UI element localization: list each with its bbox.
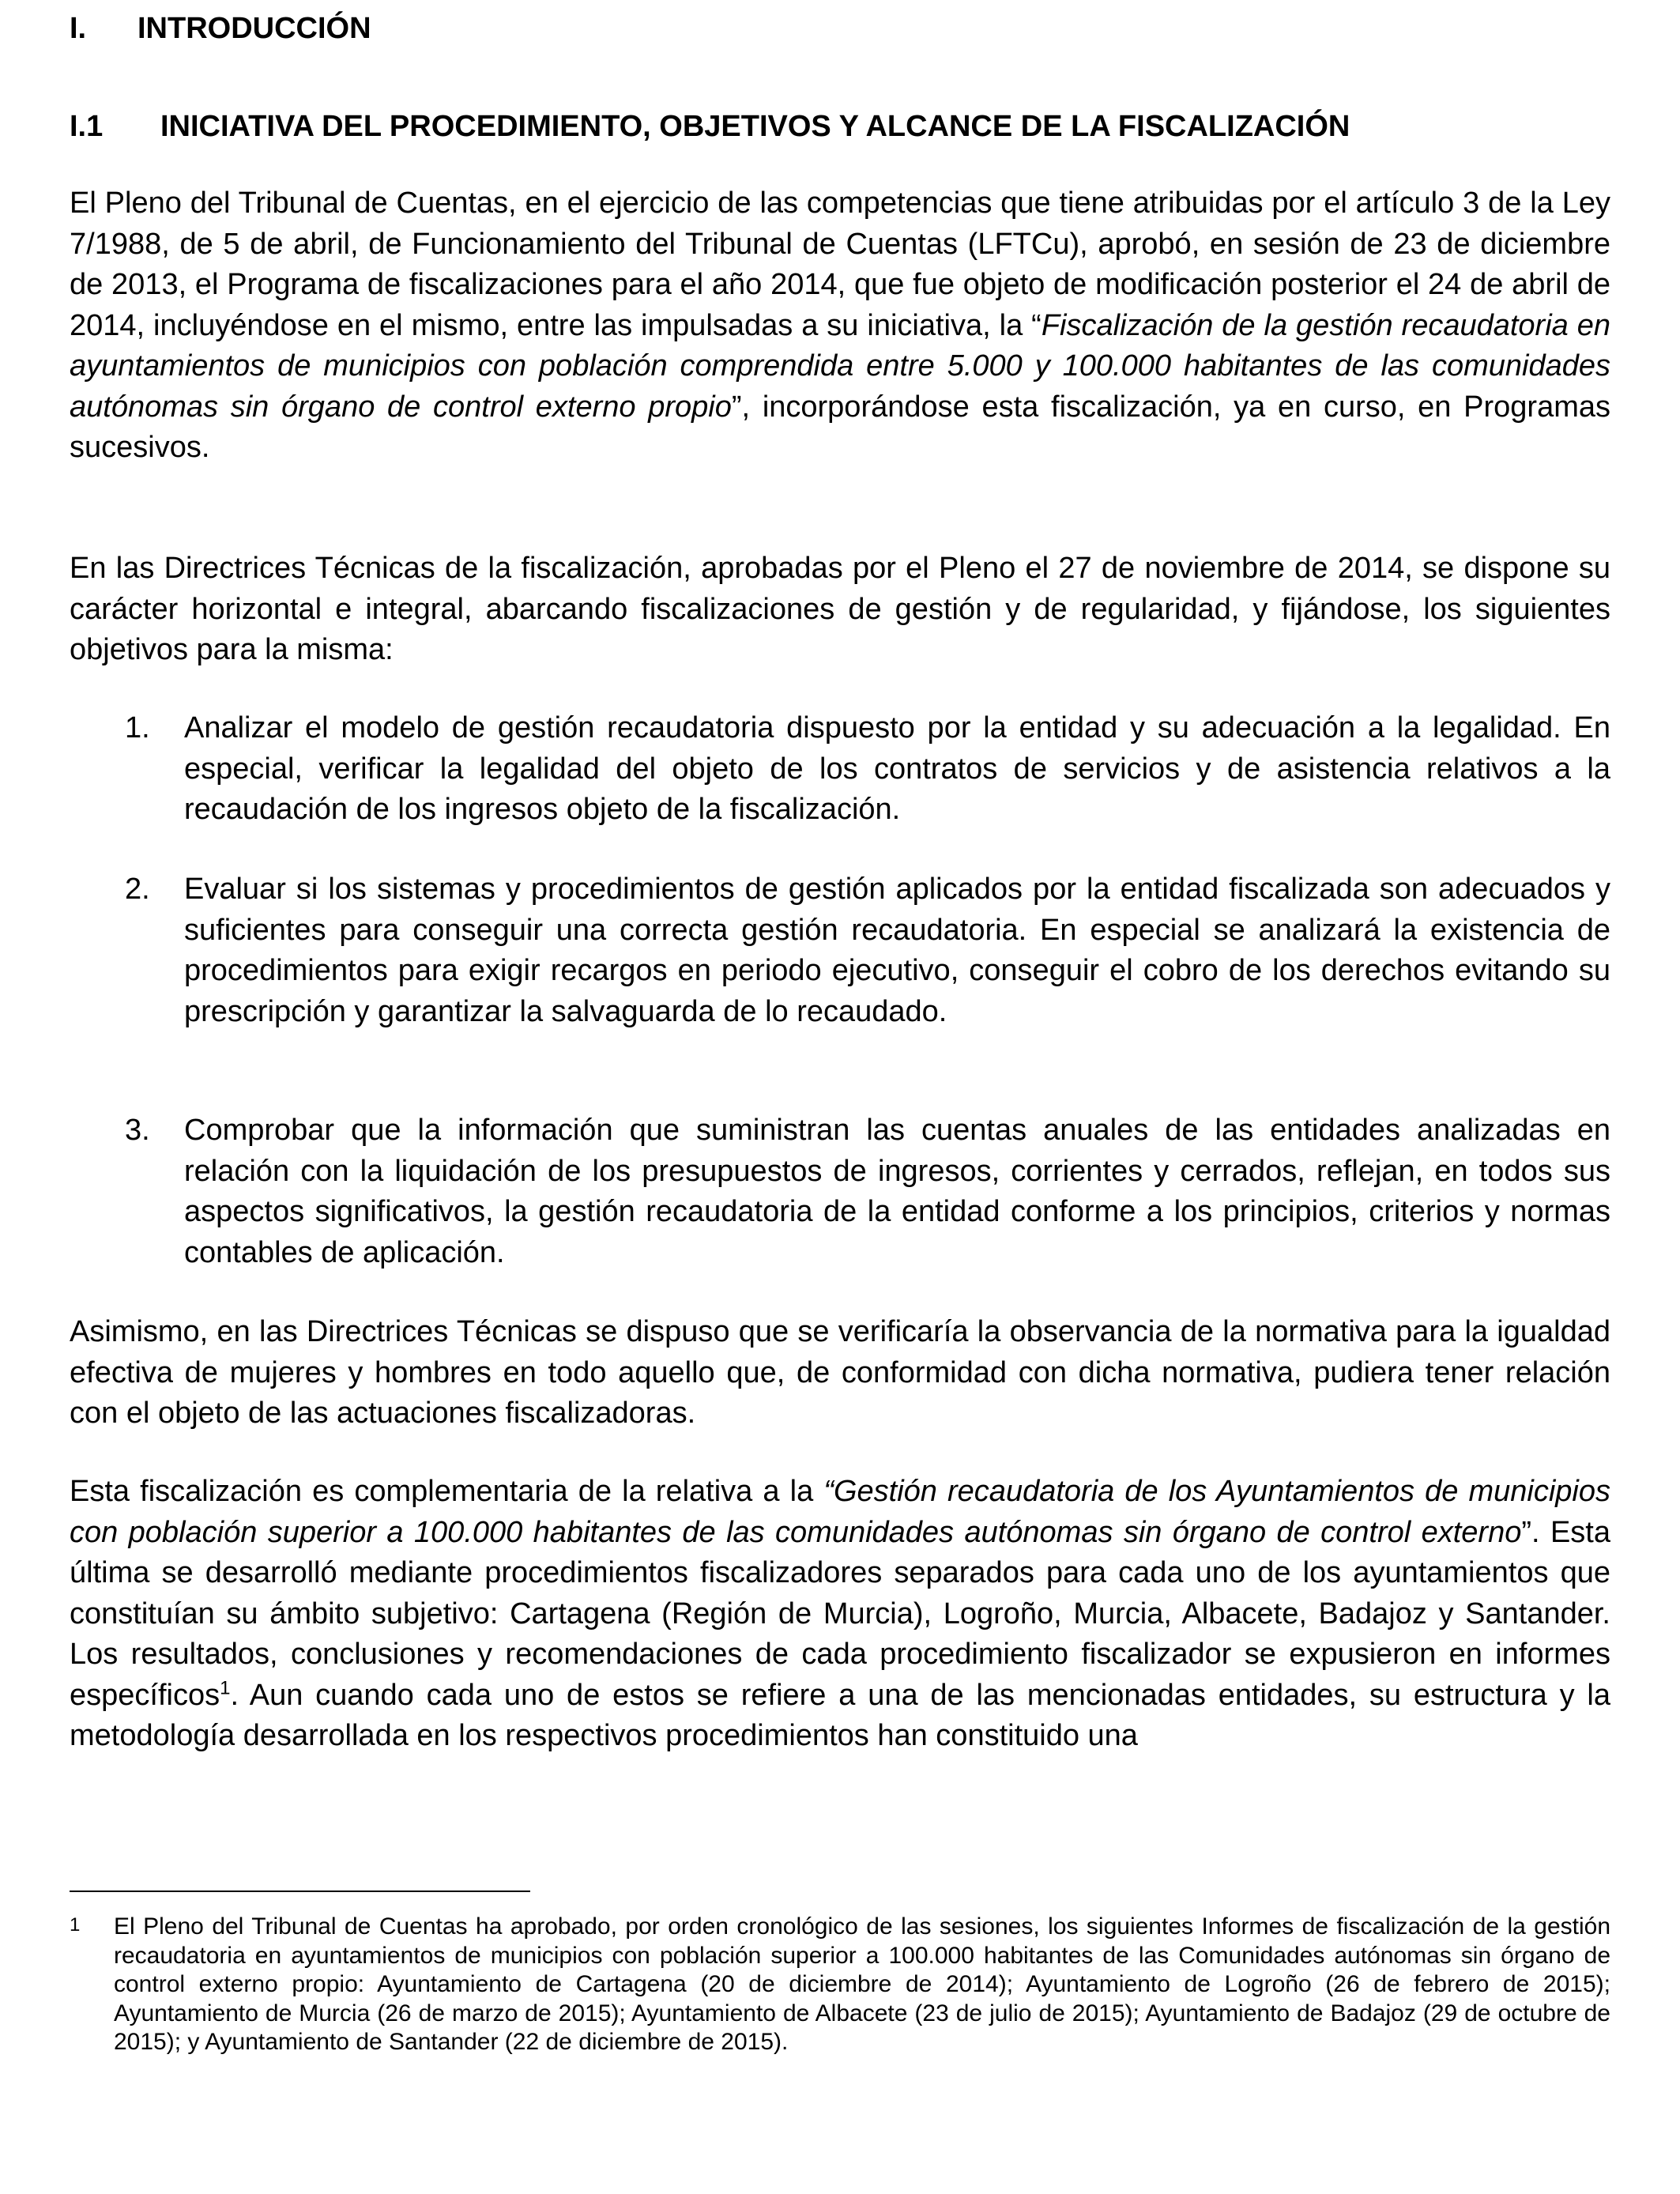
subsection-number: I.1 [70, 110, 104, 143]
paragraph-complementaria-text-a: Esta fiscalización es complementaria de la relativa a la [70, 1475, 824, 1508]
objective-text: Comprobar que la información que suministran las cuentas anuales de las entidades analizadas en relación con la liquidación de los presupuestos de ingresos, corrientes y cerrados, reflejan, en todos sus aspectos significativos, la gestión recaudatoria de la entidad conforme a los principios, criterios y normas contables de aplicación. [184, 1114, 1610, 1269]
paragraph-program-text-b: ”, incorporándose esta fiscalización, ya en curso, en Programas sucesivos. [70, 390, 1610, 464]
paragraph-program-text-a: El Pleno del Tribunal de Cuentas, en el ejercicio de las competencias que tiene atribuidas por el artículo 3 de la Ley 7/1988, de 5 de abril, de Funcionamiento del Tribunal de Cuentas (LFTCu), aprobó, en sesión de 23 de diciembre de 2013, el Programa de fiscalizaciones para el año 2014, que fue objeto de modificación posterior el 24 de abril de 2014, incluyéndose en el mismo, entre las impulsadas a su iniciativa, la “ [70, 187, 1610, 342]
section-heading [70, 11, 371, 46]
footnote-text: El Pleno del Tribunal de Cuentas ha aprobado, por orden cronológico de las sesiones, los siguientes Informes de fiscalización de la gestión recaudatoria en ayuntamientos de municipios con población superior a 100.000 habitantes de las Comunidades autónomas sin órgano de control externo propio: Ayuntamiento de Cartagena (20 de diciembre de 2014); Ayuntamiento de Logroño (26 de febrero de 2015); Ayuntamiento de Murcia (26 de marzo de 2015); Ayuntamiento de Albacete (23 de julio de 2015); Ayuntamiento de Badajoz (29 de octubre de 2015); y Ayuntamiento de Santander (22 de diciembre de 2015). [114, 1913, 1610, 2055]
objective-item [125, 1110, 1610, 1273]
objective-text: Evaluar si los sistemas y procedimientos de gestión aplicados por la entidad fiscalizada son adecuados y suficientes para conseguir una correcta gestión recaudatoria. En especial se analizará la existencia de procedimientos para exigir recargos en periodo ejecutivo, conseguir el cobro de los derechos evitando su prescripción y garantizar la salvaguarda de lo recaudado. [184, 873, 1610, 1028]
footnote-separator [70, 1891, 530, 1892]
objective-item [125, 708, 1610, 831]
subsection-title: INICIATIVA DEL PROCEDIMIENTO, OBJETIVOS Y ALCANCE DE LA FISCALIZACIÓN [160, 110, 1350, 143]
section-title: INTRODUCCIÓN [137, 12, 371, 45]
paragraph-complementaria-text-c: . Aun cuando cada uno de estos se refiere a una de las mencionadas entidades, su estructura y la metodología desarrollada en los respectivos procedimientos han constituido una [70, 1678, 1610, 1752]
footnote-number: 1 [70, 1914, 81, 1936]
paragraph-program [70, 183, 1610, 469]
objective-text: Analizar el modelo de gestión recaudatoria dispuesto por la entidad y su adecuación a la legalidad. En especial, verificar la legalidad del objeto de los contratos de servicios y de asistencia relativos a la recaudación de los ingresos objeto de la fiscalización. [184, 711, 1610, 826]
objective-item [125, 869, 1610, 1032]
subsection-heading [70, 109, 1350, 144]
objective-number: 1. [125, 711, 150, 745]
paragraph-igualdad: Asimismo, en las Directrices Técnicas se dispuso que se verificaría la observancia de la normativa para la igualdad efectiva de mujeres y hombres en todo aquello que, de conformidad con dicha normativa, pudiera tener relación con el objeto de las actuaciones fiscalizadoras. [70, 1315, 1610, 1430]
paragraph-complementaria-text-b: ”. Esta última se desarrolló mediante procedimientos fiscalizadores separados para cada uno de los ayuntamientos que constituían su ámbito subjetivo: Cartagena (Región de Murcia), Logroño, Murcia, Albacete, Badajoz y Santander. Los resultados, conclusiones y recomendaciones de cada procedimiento fiscalizador se expusieron en informes específicos [70, 1515, 1610, 1712]
footnote-reference[interactable]: 1 [220, 1676, 231, 1698]
paragraph-program-italic: Fiscalización de la gestión recaudatoria en ayuntamientos de municipios con población comprendida entre 5.000 y 100.000 habitantes de las comunidades autónomas sin órgano de control externo propio [70, 308, 1611, 424]
footnote [70, 1913, 1610, 2057]
objective-number: 3. [125, 1114, 150, 1147]
paragraph-complementaria [70, 1472, 1610, 1757]
paragraph-complementaria-italic: “Gestión recaudatoria de los Ayuntamientos de municipios con población superior a 100.000 habitantes de las comunidades autónomas sin órgano de control externo [70, 1475, 1610, 1549]
section-number: I. [70, 12, 87, 45]
paragraph-directrices: En las Directrices Técnicas de la fiscalización, aprobadas por el Pleno el 27 de noviembre de 2014, se dispone su carácter horizontal e integral, abarcando fiscalizaciones de gestión y de regularidad, y fijándose, los siguientes objetivos para la misma: [70, 552, 1610, 666]
objective-number: 2. [125, 873, 150, 906]
